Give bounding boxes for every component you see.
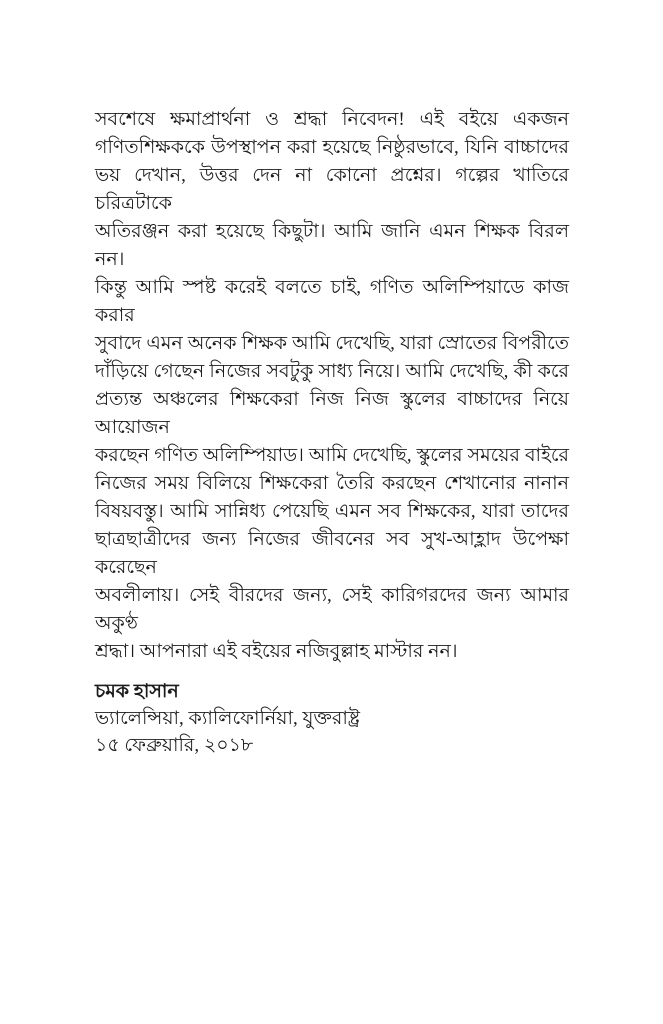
- paragraph-line: দাঁড়িয়ে গেছেন নিজের সবটুকু সাধ্য নিয়ে। আমি দেখেছি, কী করে: [95, 361, 569, 382]
- paragraph-line: করছেন গণিত অলিম্পিয়াড। আমি দেখেছি, স্কুলের সময়ের বাইরে: [95, 445, 569, 466]
- paragraph-line: ছাত্রছাত্রীদের জন্য নিজের জীবনের সব সুখ-আহ্লাদ উপেক্ষা করেছেন: [95, 529, 569, 578]
- author-location: ভ্যালেন্সিয়া, ক্যালিফোর্নিয়া, যুক্তরাষ্ট্র: [95, 708, 360, 729]
- paragraph-line: কিন্তু আমি স্পষ্ট করেই বলতে চাই, গণিত অলিম্পিয়াডে কাজ করার: [95, 277, 569, 326]
- paragraph-line: সুবাদে এমন অনেক শিক্ষক আমি দেখেছি, যারা স্রোতের বিপরীতে: [95, 333, 569, 354]
- paragraph-line: সবশেষে ক্ষমাপ্রার্থনা ও শ্রদ্ধা নিবেদন! এই বইয়ে একজন: [95, 109, 569, 130]
- signature-block: [95, 678, 569, 759]
- paragraph-line: অতিরঞ্জন করা হয়েছে কিছুটা। আমি জানি এমন শিক্ষক বিরল নন।: [95, 221, 569, 270]
- paragraph-line: গণিতশিক্ষককে উপস্থাপন করা হয়েছে নিষ্ঠুরভাবে, যিনি বাচ্চাদের: [95, 137, 569, 158]
- preface-content: [95, 106, 569, 759]
- paragraph-line: বিষয়বস্তু। আমি সান্নিধ্য পেয়েছি এমন সব শিক্ষকের, যারা তাদের: [95, 501, 569, 522]
- paragraph-line: অবলীলায়। সেই বীরদের জন্য, সেই কারিগরদের জন্য আমার অকুণ্ঠ: [95, 585, 569, 634]
- signature-date: ১৫ ফেব্রুয়ারি, ২০১৮: [95, 735, 254, 756]
- paragraph-line: নিজের সময় বিলিয়ে শিক্ষকেরা তৈরি করছেন শেখানোর নানান: [95, 473, 569, 494]
- paragraph-line: প্রত্যন্ত অঞ্চলের শিক্ষকেরা নিজ নিজ স্কুলের বাচ্চাদের নিয়ে আয়োজন: [95, 389, 569, 438]
- preface-paragraph: [95, 106, 569, 666]
- paragraph-line: ভয় দেখান, উত্তর দেন না কোনো প্রশ্নের। গল্পের খাতিরে চরিত্রটাকে: [95, 165, 569, 214]
- paragraph-line: শ্রদ্ধা। আপনারা এই বইয়ের নজিবুল্লাহ মাস্টার নন।: [95, 641, 458, 662]
- author-name: চমক হাসান: [95, 681, 179, 702]
